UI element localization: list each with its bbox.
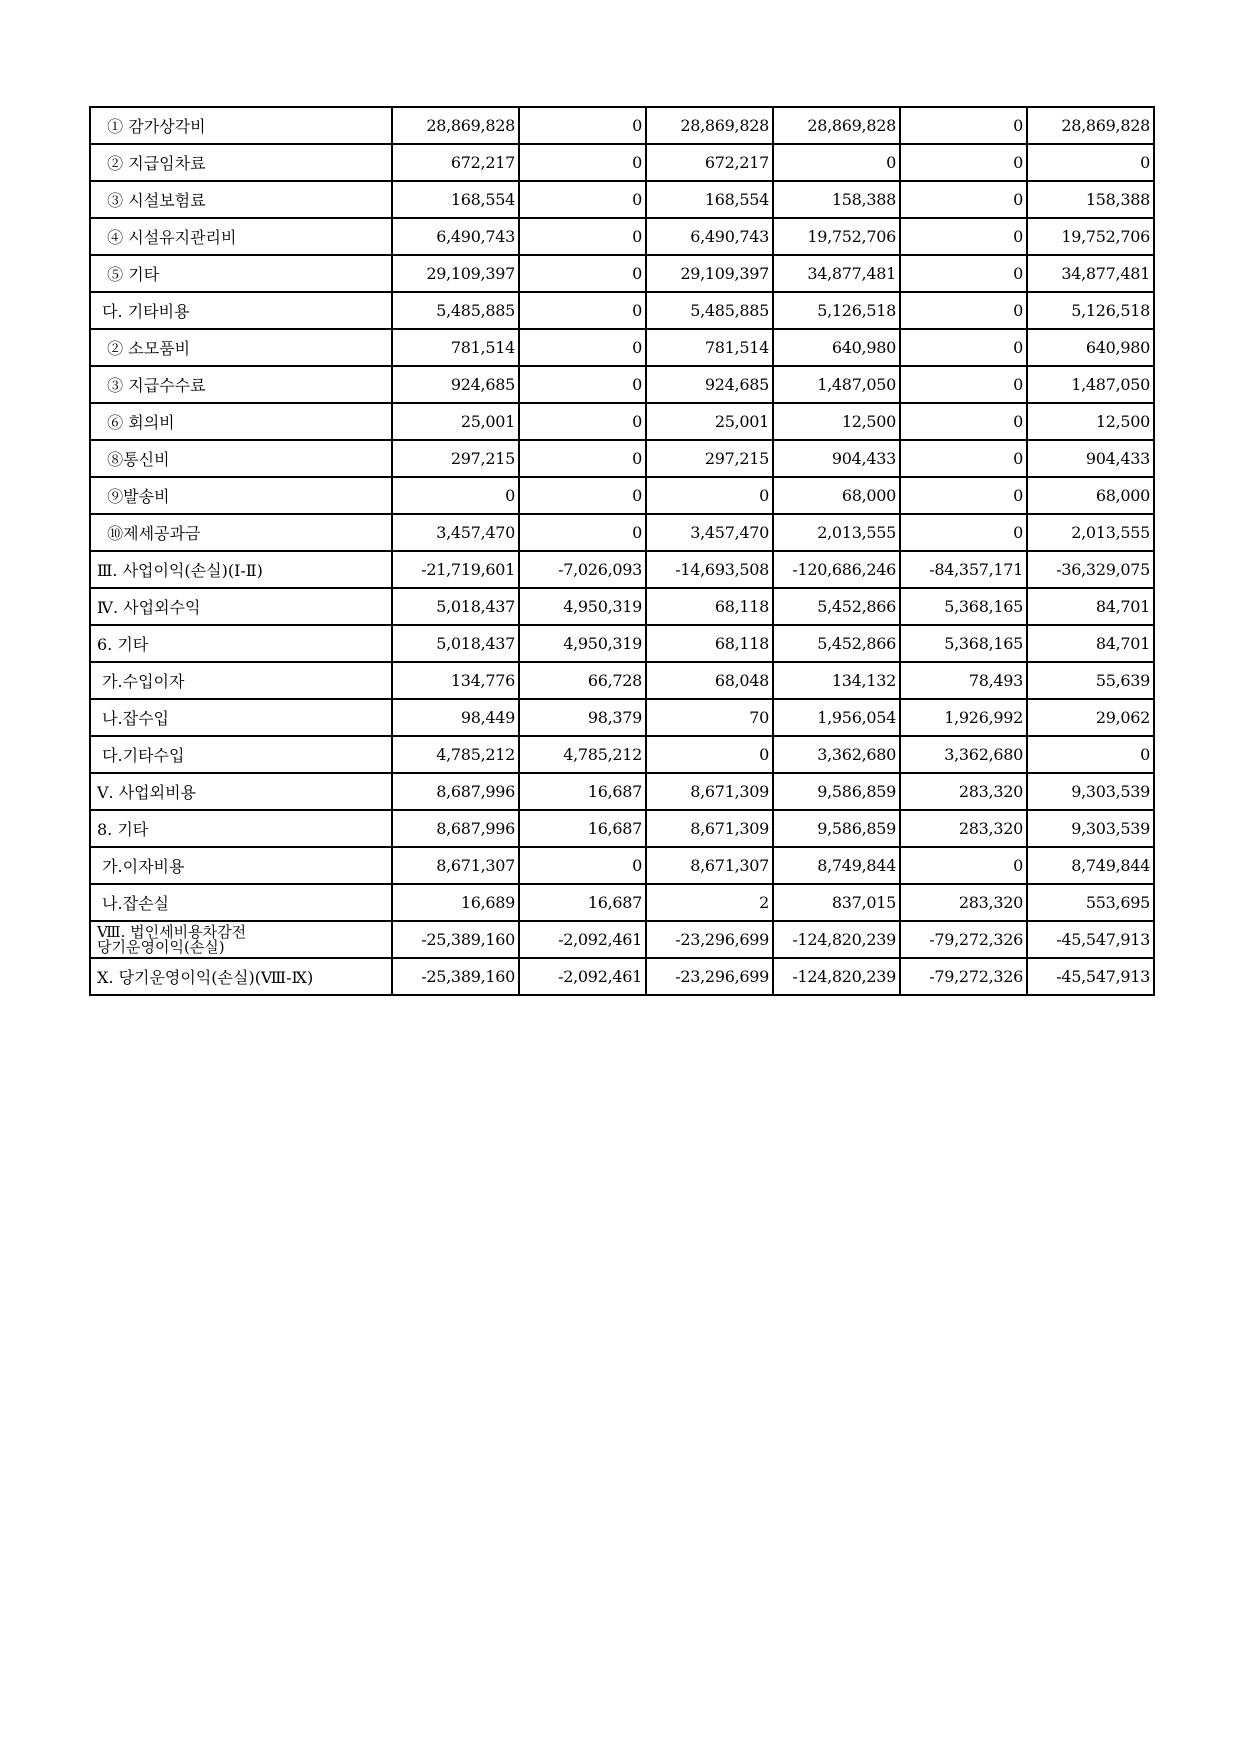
value-cell: 0 (900, 366, 1027, 403)
table-row (90, 107, 1154, 144)
value-cell: 1,487,050 (773, 366, 900, 403)
value-cell: 28,869,828 (1027, 107, 1154, 144)
value-cell: -23,296,699 (646, 958, 773, 995)
value-cell: -79,272,326 (900, 958, 1027, 995)
value-cell: 1,487,050 (1027, 366, 1154, 403)
value-cell: 0 (900, 514, 1027, 551)
value-cell: 16,687 (519, 810, 646, 847)
value-cell: 553,695 (1027, 884, 1154, 921)
value-cell: 29,062 (1027, 699, 1154, 736)
value-cell: 0 (646, 736, 773, 773)
value-cell: 283,320 (900, 810, 1027, 847)
value-cell: 168,554 (646, 181, 773, 218)
value-cell: 0 (773, 144, 900, 181)
value-cell: 12,500 (773, 403, 900, 440)
value-cell: 8,687,996 (392, 773, 519, 810)
table-row (90, 773, 1154, 810)
value-cell: 0 (519, 366, 646, 403)
value-cell: 672,217 (392, 144, 519, 181)
table-row (90, 218, 1154, 255)
value-cell: 0 (900, 181, 1027, 218)
value-cell: 297,215 (392, 440, 519, 477)
row-label: 6. 기타 (90, 625, 392, 662)
value-cell: 68,118 (646, 625, 773, 662)
value-cell: 2 (646, 884, 773, 921)
row-label: 다.기타수입 (90, 736, 392, 773)
value-cell: 0 (519, 514, 646, 551)
value-cell: 837,015 (773, 884, 900, 921)
value-cell: 70 (646, 699, 773, 736)
value-cell: 0 (900, 144, 1027, 181)
financial-table-body (90, 107, 1154, 995)
value-cell: 4,785,212 (392, 736, 519, 773)
table-row (90, 551, 1154, 588)
value-cell: 781,514 (392, 329, 519, 366)
value-cell: -79,272,326 (900, 921, 1027, 958)
value-cell: 16,689 (392, 884, 519, 921)
value-cell: -36,329,075 (1027, 551, 1154, 588)
table-row (90, 292, 1154, 329)
value-cell: -45,547,913 (1027, 958, 1154, 995)
value-cell: 2,013,555 (1027, 514, 1154, 551)
value-cell: 2,013,555 (773, 514, 900, 551)
value-cell: 16,687 (519, 884, 646, 921)
table-row (90, 440, 1154, 477)
value-cell: 0 (900, 403, 1027, 440)
value-cell: -124,820,239 (773, 958, 900, 995)
table-row (90, 181, 1154, 218)
value-cell: 29,109,397 (392, 255, 519, 292)
value-cell: 84,701 (1027, 625, 1154, 662)
row-label: ② 지급임차료 (90, 144, 392, 181)
value-cell: 158,388 (773, 181, 900, 218)
value-cell: 25,001 (392, 403, 519, 440)
value-cell: 0 (1027, 736, 1154, 773)
row-label: 8. 기타 (90, 810, 392, 847)
value-cell: 0 (519, 403, 646, 440)
value-cell: 134,776 (392, 662, 519, 699)
value-cell: 0 (519, 255, 646, 292)
row-label: ⑥ 회의비 (90, 403, 392, 440)
value-cell: 9,586,859 (773, 810, 900, 847)
table-row (90, 329, 1154, 366)
table-row (90, 736, 1154, 773)
value-cell: -25,389,160 (392, 958, 519, 995)
row-label: Ⅳ. 사업외수익 (90, 588, 392, 625)
value-cell: 0 (519, 218, 646, 255)
value-cell: 0 (392, 477, 519, 514)
value-cell: 0 (900, 218, 1027, 255)
value-cell: 5,368,165 (900, 588, 1027, 625)
value-cell: 0 (519, 477, 646, 514)
value-cell: -14,693,508 (646, 551, 773, 588)
value-cell: -120,686,246 (773, 551, 900, 588)
table-row (90, 144, 1154, 181)
row-label: ⑨발송비 (90, 477, 392, 514)
table-row (90, 662, 1154, 699)
value-cell: 3,362,680 (900, 736, 1027, 773)
value-cell: 0 (900, 255, 1027, 292)
value-cell: -25,389,160 (392, 921, 519, 958)
table-row (90, 884, 1154, 921)
row-label: ⑤ 기타 (90, 255, 392, 292)
value-cell: 0 (900, 107, 1027, 144)
value-cell: 283,320 (900, 884, 1027, 921)
row-label: 다. 기타비용 (90, 292, 392, 329)
value-cell: 5,485,885 (392, 292, 519, 329)
row-label: Ⅹ. 당기운영이익(손실)(Ⅷ-Ⅸ) (90, 958, 392, 995)
row-label: ③ 시설보험료 (90, 181, 392, 218)
value-cell: 8,749,844 (773, 847, 900, 884)
table-row (90, 921, 1154, 958)
value-cell: 9,303,539 (1027, 810, 1154, 847)
value-cell: 4,950,319 (519, 625, 646, 662)
value-cell: 4,950,319 (519, 588, 646, 625)
value-cell: 8,671,307 (392, 847, 519, 884)
row-label: ③ 지급수수료 (90, 366, 392, 403)
value-cell: -2,092,461 (519, 921, 646, 958)
value-cell: 9,303,539 (1027, 773, 1154, 810)
table-row (90, 958, 1154, 995)
value-cell: 0 (519, 440, 646, 477)
value-cell: 0 (519, 292, 646, 329)
value-cell: 904,433 (1027, 440, 1154, 477)
row-label: 나.잡손실 (90, 884, 392, 921)
value-cell: 8,671,309 (646, 810, 773, 847)
value-cell: 29,109,397 (646, 255, 773, 292)
row-label: ② 소모품비 (90, 329, 392, 366)
value-cell: 1,956,054 (773, 699, 900, 736)
value-cell: 297,215 (646, 440, 773, 477)
value-cell: 68,048 (646, 662, 773, 699)
value-cell: 34,877,481 (773, 255, 900, 292)
table-row (90, 810, 1154, 847)
value-cell: 28,869,828 (773, 107, 900, 144)
value-cell: -23,296,699 (646, 921, 773, 958)
value-cell: -2,092,461 (519, 958, 646, 995)
value-cell: 68,000 (1027, 477, 1154, 514)
value-cell: -84,357,171 (900, 551, 1027, 588)
table-row (90, 847, 1154, 884)
value-cell: 98,379 (519, 699, 646, 736)
value-cell: 19,752,706 (1027, 218, 1154, 255)
financial-table (89, 106, 1155, 996)
table-row (90, 477, 1154, 514)
value-cell: 0 (519, 144, 646, 181)
value-cell: 3,457,470 (646, 514, 773, 551)
value-cell: 5,126,518 (773, 292, 900, 329)
value-cell: 25,001 (646, 403, 773, 440)
value-cell: -124,820,239 (773, 921, 900, 958)
table-row (90, 255, 1154, 292)
row-label: 나.잡수입 (90, 699, 392, 736)
value-cell: 8,749,844 (1027, 847, 1154, 884)
value-cell: 28,869,828 (392, 107, 519, 144)
row-label: ① 감가상각비 (90, 107, 392, 144)
value-cell: 0 (646, 477, 773, 514)
row-label: Ⅷ. 법인세비용차감전 당기운영이익(손실) (90, 921, 392, 958)
value-cell: 19,752,706 (773, 218, 900, 255)
value-cell: 66,728 (519, 662, 646, 699)
value-cell: 672,217 (646, 144, 773, 181)
value-cell: 8,687,996 (392, 810, 519, 847)
value-cell: -7,026,093 (519, 551, 646, 588)
value-cell: 0 (519, 107, 646, 144)
table-row (90, 403, 1154, 440)
value-cell: 0 (519, 181, 646, 218)
table-row (90, 588, 1154, 625)
table-row (90, 514, 1154, 551)
value-cell: 68,118 (646, 588, 773, 625)
row-label: ⑩제세공과금 (90, 514, 392, 551)
row-label: 가.수입이자 (90, 662, 392, 699)
row-label: Ⅲ. 사업이익(손실)(Ⅰ-Ⅱ) (90, 551, 392, 588)
value-cell: 5,018,437 (392, 625, 519, 662)
value-cell: 5,018,437 (392, 588, 519, 625)
value-cell: 168,554 (392, 181, 519, 218)
value-cell: 0 (900, 329, 1027, 366)
value-cell: 1,926,992 (900, 699, 1027, 736)
value-cell: 781,514 (646, 329, 773, 366)
value-cell: 84,701 (1027, 588, 1154, 625)
value-cell: 3,362,680 (773, 736, 900, 773)
value-cell: 924,685 (392, 366, 519, 403)
value-cell: 12,500 (1027, 403, 1154, 440)
value-cell: 5,368,165 (900, 625, 1027, 662)
value-cell: 4,785,212 (519, 736, 646, 773)
value-cell: 28,869,828 (646, 107, 773, 144)
value-cell: 0 (519, 329, 646, 366)
table-row (90, 699, 1154, 736)
value-cell: -21,719,601 (392, 551, 519, 588)
value-cell: 283,320 (900, 773, 1027, 810)
value-cell: 0 (900, 477, 1027, 514)
row-label: 가.이자비용 (90, 847, 392, 884)
value-cell: 16,687 (519, 773, 646, 810)
table-row (90, 366, 1154, 403)
table-row (90, 625, 1154, 662)
value-cell: 134,132 (773, 662, 900, 699)
value-cell: -45,547,913 (1027, 921, 1154, 958)
value-cell: 3,457,470 (392, 514, 519, 551)
row-label: ④ 시설유지관리비 (90, 218, 392, 255)
value-cell: 68,000 (773, 477, 900, 514)
value-cell: 78,493 (900, 662, 1027, 699)
value-cell: 0 (900, 292, 1027, 329)
value-cell: 924,685 (646, 366, 773, 403)
value-cell: 34,877,481 (1027, 255, 1154, 292)
value-cell: 6,490,743 (646, 218, 773, 255)
value-cell: 5,452,866 (773, 588, 900, 625)
value-cell: 8,671,309 (646, 773, 773, 810)
value-cell: 0 (1027, 144, 1154, 181)
value-cell: 5,452,866 (773, 625, 900, 662)
row-label: Ⅴ. 사업외비용 (90, 773, 392, 810)
value-cell: 0 (519, 847, 646, 884)
value-cell: 640,980 (773, 329, 900, 366)
value-cell: 8,671,307 (646, 847, 773, 884)
value-cell: 0 (900, 847, 1027, 884)
value-cell: 55,639 (1027, 662, 1154, 699)
value-cell: 0 (900, 440, 1027, 477)
value-cell: 6,490,743 (392, 218, 519, 255)
value-cell: 5,126,518 (1027, 292, 1154, 329)
row-label: ⑧통신비 (90, 440, 392, 477)
value-cell: 640,980 (1027, 329, 1154, 366)
value-cell: 9,586,859 (773, 773, 900, 810)
value-cell: 158,388 (1027, 181, 1154, 218)
value-cell: 904,433 (773, 440, 900, 477)
value-cell: 98,449 (392, 699, 519, 736)
value-cell: 5,485,885 (646, 292, 773, 329)
